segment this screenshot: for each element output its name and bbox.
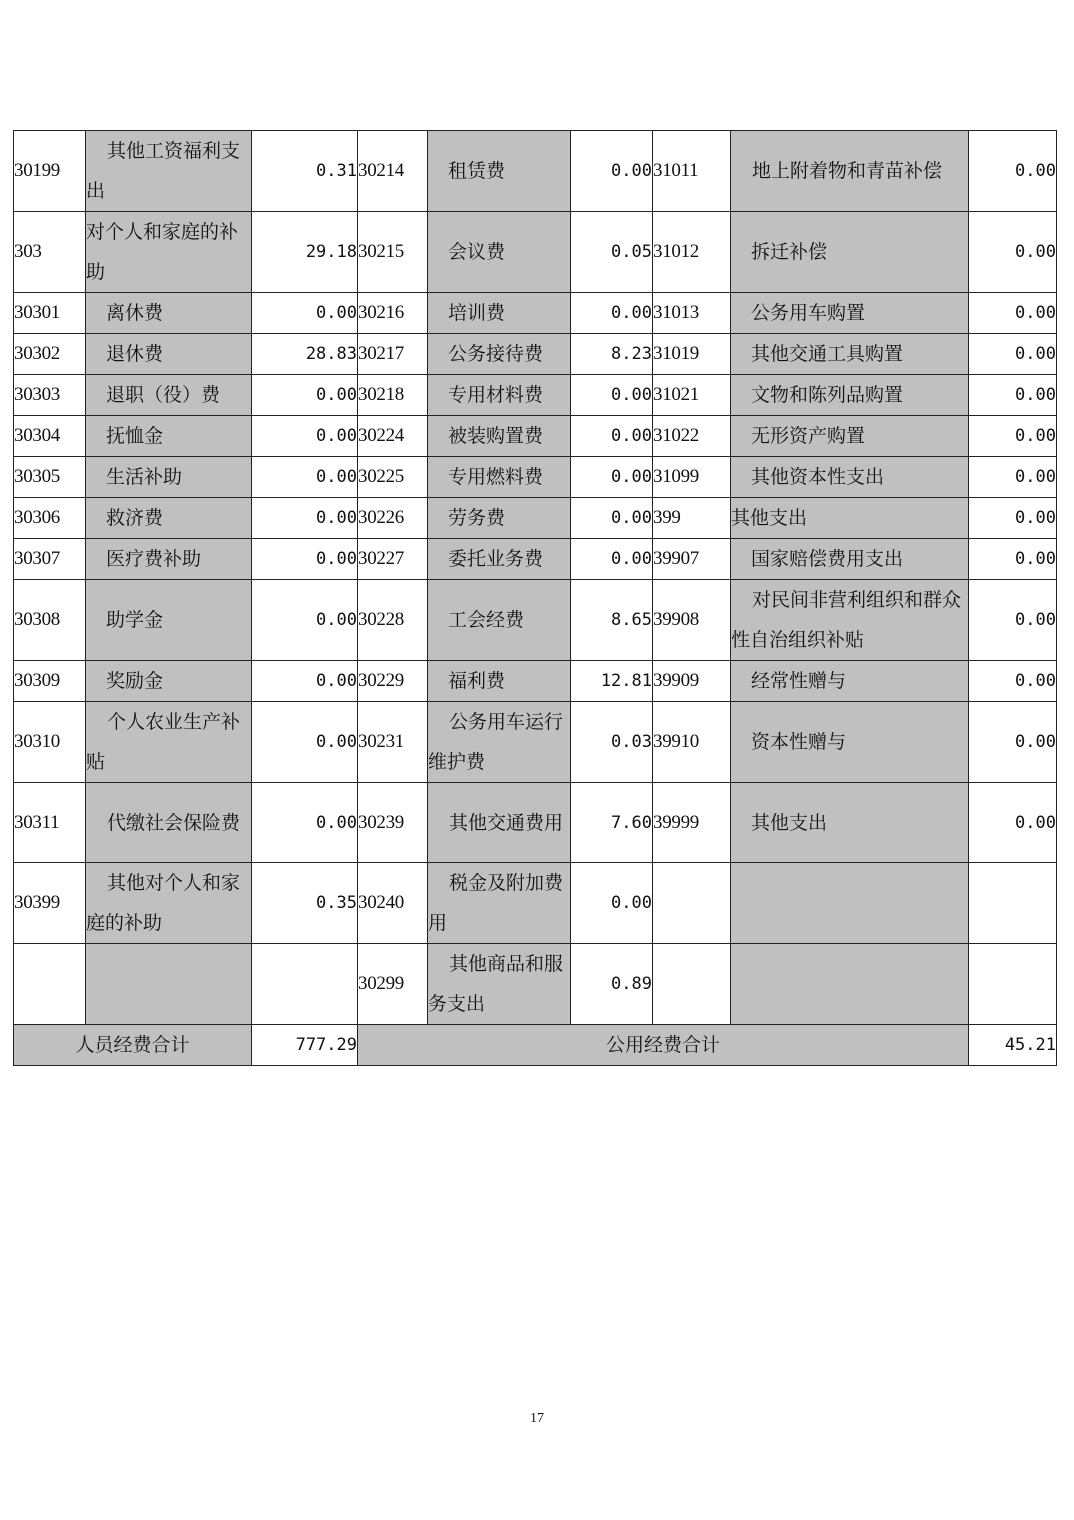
item-name-text: 无形资产购置 <box>751 425 866 447</box>
item-name <box>731 863 969 944</box>
item-name <box>428 580 571 661</box>
table-row <box>14 580 1057 661</box>
item-amount: 8.65 <box>571 580 653 661</box>
item-code: 31011 <box>653 131 731 212</box>
public-total-label: 公用经费合计 <box>358 1025 969 1066</box>
item-name <box>428 416 571 457</box>
item-code: 30239 <box>358 783 428 863</box>
item-code: 31019 <box>653 334 731 375</box>
item-code: 30229 <box>358 661 428 702</box>
table-body <box>14 131 1057 1025</box>
item-code: 30225 <box>358 457 428 498</box>
item-code: 30304 <box>14 416 86 457</box>
item-name <box>86 661 252 702</box>
item-code: 30227 <box>358 539 428 580</box>
item-name-text: 其他交通工具购置 <box>751 343 904 365</box>
item-name-text: 助学金 <box>106 609 164 631</box>
item-name-text: 个人农业生产补贴 <box>86 711 241 773</box>
item-amount: 0.00 <box>571 375 653 416</box>
item-name-text: 其他支出 <box>751 811 828 834</box>
item-code: 30215 <box>358 212 428 293</box>
item-name-text: 其他交通费用 <box>449 811 564 834</box>
page-number: 17 <box>530 1411 544 1426</box>
public-total-value: 45.21 <box>969 1025 1057 1066</box>
item-code: 31013 <box>653 293 731 334</box>
item-amount: 0.00 <box>252 783 358 863</box>
item-amount: 0.00 <box>252 416 358 457</box>
personnel-total-value: 777.29 <box>252 1025 358 1066</box>
item-amount: 0.00 <box>252 498 358 539</box>
item-amount: 0.00 <box>252 293 358 334</box>
item-amount: 0.00 <box>969 212 1057 293</box>
item-name-text: 退职（役）费 <box>106 384 221 406</box>
item-name-text: 公务接待费 <box>448 343 544 365</box>
item-name-text: 医疗费补助 <box>106 548 202 570</box>
item-amount: 0.00 <box>252 539 358 580</box>
item-name <box>731 457 969 498</box>
table-row <box>14 375 1057 416</box>
item-name <box>86 416 252 457</box>
item-code: 30217 <box>358 334 428 375</box>
item-code: 30305 <box>14 457 86 498</box>
item-code: 39908 <box>653 580 731 661</box>
item-code: 30228 <box>358 580 428 661</box>
item-name <box>86 375 252 416</box>
item-name-text: 其他工资福利支出 <box>86 140 241 202</box>
item-amount: 0.00 <box>969 661 1057 702</box>
item-amount: 0.00 <box>969 539 1057 580</box>
table-row <box>14 661 1057 702</box>
item-code: 30218 <box>358 375 428 416</box>
item-name <box>731 580 969 661</box>
item-amount: 0.00 <box>252 457 358 498</box>
totals-row <box>14 1025 1057 1066</box>
item-amount <box>252 944 358 1025</box>
item-name <box>86 131 252 212</box>
table-row <box>14 212 1057 293</box>
item-name <box>731 375 969 416</box>
item-amount: 0.31 <box>252 131 358 212</box>
item-code: 30224 <box>358 416 428 457</box>
item-amount: 0.00 <box>969 416 1057 457</box>
item-name-text: 劳务费 <box>448 507 506 529</box>
item-code: 39910 <box>653 702 731 783</box>
item-code: 30240 <box>358 863 428 944</box>
item-name <box>428 131 571 212</box>
item-name-text: 被装购置费 <box>448 425 544 447</box>
item-code: 39907 <box>653 539 731 580</box>
item-name-text: 资本性赠与 <box>751 731 847 753</box>
item-code: 31022 <box>653 416 731 457</box>
table-row <box>14 539 1057 580</box>
item-amount: 0.00 <box>571 416 653 457</box>
item-amount: 7.60 <box>571 783 653 863</box>
item-name-text: 其他商品和服务支出 <box>428 953 564 1015</box>
item-name <box>731 539 969 580</box>
item-name-text: 福利费 <box>448 670 506 692</box>
item-code <box>14 944 86 1025</box>
item-name-text: 工会经费 <box>448 609 525 631</box>
item-code <box>653 944 731 1025</box>
item-code: 399 <box>653 498 731 539</box>
item-code: 30306 <box>14 498 86 539</box>
item-code: 30226 <box>358 498 428 539</box>
item-code: 30216 <box>358 293 428 334</box>
item-amount: 29.18 <box>252 212 358 293</box>
table-row <box>14 702 1057 783</box>
item-code: 30309 <box>14 661 86 702</box>
item-amount: 0.00 <box>571 498 653 539</box>
item-name <box>86 539 252 580</box>
item-code: 30310 <box>14 702 86 783</box>
item-amount: 0.00 <box>571 457 653 498</box>
table-row <box>14 293 1057 334</box>
item-name-text: 拆迁补偿 <box>751 241 828 263</box>
item-code <box>653 863 731 944</box>
item-name <box>86 293 252 334</box>
item-name-text: 国家赔偿费用支出 <box>751 548 904 570</box>
item-name <box>731 212 969 293</box>
table-row <box>14 783 1057 863</box>
item-amount: 0.00 <box>252 580 358 661</box>
item-amount: 0.05 <box>571 212 653 293</box>
item-name-text: 抚恤金 <box>106 425 164 447</box>
item-amount: 0.00 <box>571 863 653 944</box>
item-code: 30301 <box>14 293 86 334</box>
item-code: 30399 <box>14 863 86 944</box>
item-name-text: 公务用车购置 <box>751 302 866 324</box>
item-name <box>86 498 252 539</box>
item-code: 30311 <box>14 783 86 863</box>
item-amount: 0.00 <box>969 293 1057 334</box>
item-name-text: 培训费 <box>448 302 506 324</box>
item-name-text: 专用材料费 <box>448 384 544 406</box>
item-code: 31021 <box>653 375 731 416</box>
item-name <box>86 580 252 661</box>
item-name <box>731 702 969 783</box>
item-code: 31012 <box>653 212 731 293</box>
item-code: 30199 <box>14 131 86 212</box>
item-amount: 0.03 <box>571 702 653 783</box>
item-amount: 0.00 <box>969 580 1057 661</box>
item-name-text: 代缴社会保险费 <box>107 811 241 834</box>
item-name-text: 租赁费 <box>448 160 506 182</box>
item-name <box>86 334 252 375</box>
table-row <box>14 944 1057 1025</box>
item-amount <box>969 944 1057 1025</box>
item-name <box>731 293 969 334</box>
item-name-text: 对民间非营利组织和群众性自治组织补贴 <box>731 589 962 651</box>
item-amount: 0.00 <box>571 293 653 334</box>
item-name <box>731 944 969 1025</box>
item-name-text: 经常性赠与 <box>751 670 847 692</box>
item-name-text: 对个人和家庭的补助 <box>86 221 239 283</box>
item-amount: 12.81 <box>571 661 653 702</box>
item-code: 30214 <box>358 131 428 212</box>
item-amount: 0.00 <box>969 334 1057 375</box>
item-name-text: 其他资本性支出 <box>751 466 885 488</box>
item-name-text: 税金及附加费用 <box>428 872 564 934</box>
item-name <box>731 334 969 375</box>
item-name <box>86 944 252 1025</box>
item-name-text: 退休费 <box>106 343 164 365</box>
table-row <box>14 498 1057 539</box>
item-code: 303 <box>14 212 86 293</box>
item-code: 30231 <box>358 702 428 783</box>
item-code: 30302 <box>14 334 86 375</box>
item-name <box>731 661 969 702</box>
item-name-text: 奖励金 <box>106 670 164 692</box>
item-amount: 0.35 <box>252 863 358 944</box>
item-amount: 0.00 <box>969 498 1057 539</box>
item-name <box>428 702 571 783</box>
item-name <box>86 457 252 498</box>
item-code: 31099 <box>653 457 731 498</box>
item-amount: 8.23 <box>571 334 653 375</box>
item-name-text: 会议费 <box>448 241 506 263</box>
item-amount: 0.00 <box>969 783 1057 863</box>
item-name-text: 委托业务费 <box>448 548 544 570</box>
item-amount: 28.83 <box>252 334 358 375</box>
item-amount: 0.89 <box>571 944 653 1025</box>
item-name-text: 救济费 <box>106 507 164 529</box>
item-name <box>428 457 571 498</box>
item-name <box>731 416 969 457</box>
item-name <box>428 293 571 334</box>
item-name <box>86 863 252 944</box>
item-amount: 0.00 <box>969 457 1057 498</box>
item-name-text: 公务用车运行维护费 <box>428 711 564 773</box>
item-name <box>428 375 571 416</box>
item-amount: 0.00 <box>252 661 358 702</box>
item-code: 30299 <box>358 944 428 1025</box>
item-name-text: 离休费 <box>106 302 164 324</box>
budget-expense-table <box>13 130 1057 1066</box>
item-name <box>86 783 252 863</box>
item-name-text: 地上附着物和青苗补偿 <box>752 160 943 182</box>
item-amount: 0.00 <box>571 131 653 212</box>
item-amount: 0.00 <box>252 375 358 416</box>
item-amount <box>969 863 1057 944</box>
item-name-text: 其他支出 <box>731 507 808 529</box>
item-name <box>428 539 571 580</box>
item-name-text: 文物和陈列品购置 <box>751 384 904 406</box>
item-code: 39909 <box>653 661 731 702</box>
item-code: 30307 <box>14 539 86 580</box>
item-name-text: 生活补助 <box>106 466 183 488</box>
personnel-total-label: 人员经费合计 <box>14 1025 252 1066</box>
item-name <box>428 334 571 375</box>
item-name <box>428 498 571 539</box>
item-code: 30303 <box>14 375 86 416</box>
table-row <box>14 457 1057 498</box>
item-name <box>428 863 571 944</box>
table-row <box>14 334 1057 375</box>
item-name <box>428 661 571 702</box>
item-code: 30308 <box>14 580 86 661</box>
item-name <box>731 131 969 212</box>
table-row <box>14 416 1057 457</box>
item-amount: 0.00 <box>571 539 653 580</box>
item-name <box>86 702 252 783</box>
item-name <box>428 783 571 863</box>
item-amount: 0.00 <box>969 702 1057 783</box>
table-row <box>14 863 1057 944</box>
item-amount: 0.00 <box>969 131 1057 212</box>
item-name-text: 其他对个人和家庭的补助 <box>86 872 241 934</box>
item-name <box>428 212 571 293</box>
item-code: 39999 <box>653 783 731 863</box>
item-amount: 0.00 <box>252 702 358 783</box>
item-amount: 0.00 <box>969 375 1057 416</box>
item-name <box>731 498 969 539</box>
item-name <box>731 783 969 863</box>
item-name <box>86 212 252 293</box>
table-row <box>14 131 1057 212</box>
item-name-text: 专用燃料费 <box>448 466 544 488</box>
item-name <box>428 944 571 1025</box>
